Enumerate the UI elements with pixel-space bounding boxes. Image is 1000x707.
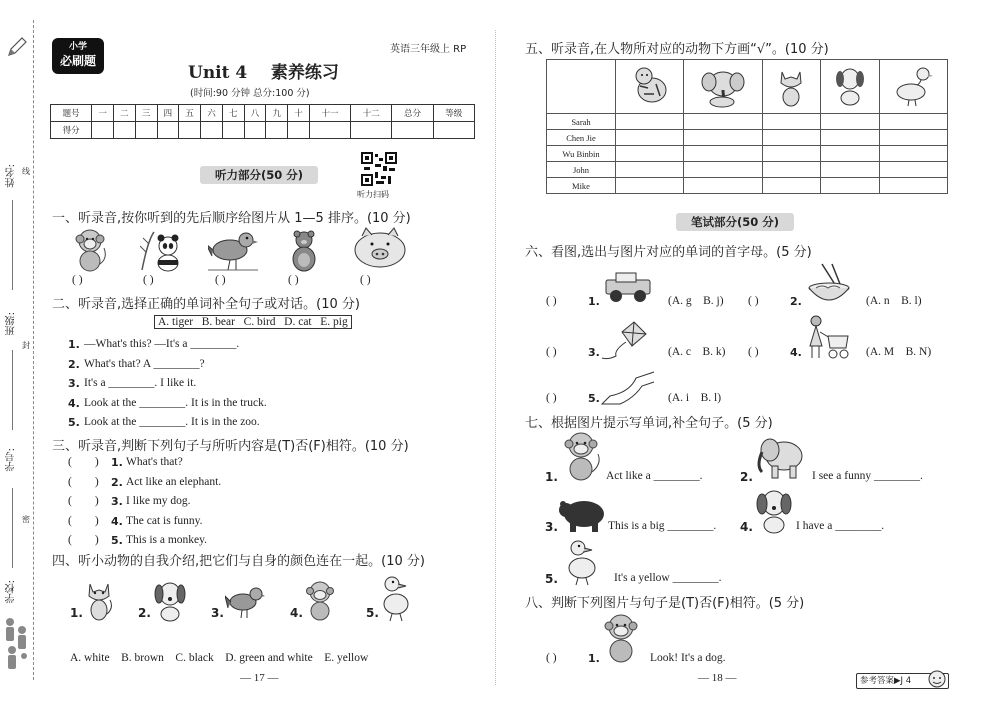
q7-sentence-3: This is a big ________. [608, 520, 717, 532]
q5-check-cell[interactable] [616, 146, 684, 162]
qr-code-icon [361, 152, 397, 186]
q3-answer-paren[interactable]: ( ) [68, 534, 99, 546]
school-field-label: 学校: [6, 580, 17, 604]
score-input-cell[interactable] [114, 122, 136, 139]
page-number-18: — 18 — [698, 672, 737, 684]
q3-item-number: 2. [111, 475, 123, 489]
panda-picture [140, 230, 182, 272]
q5-col-elephant [684, 60, 762, 114]
q3-answer-paren[interactable]: ( ) [68, 475, 99, 488]
q5-check-cell[interactable] [821, 178, 879, 194]
score-input-cell[interactable] [244, 122, 266, 139]
score-input-cell[interactable] [92, 122, 114, 139]
grade-label: 英语三年级上 RP [390, 44, 467, 55]
score-row-label: 得分 [51, 122, 92, 139]
binding-line [33, 20, 34, 680]
q5-check-cell[interactable] [762, 114, 820, 130]
score-table [50, 104, 475, 139]
answer-key-text: 参考答案▶J 4 [860, 676, 912, 686]
class-field-label: 班级: [6, 312, 17, 336]
q6-num-5: 5. [588, 392, 600, 405]
q4-color-options: A. white B. brown C. black D. green and white E. yellow [70, 652, 369, 664]
mother-with-stroller-picture [802, 314, 852, 360]
pig-picture [352, 226, 408, 272]
q2-item-sentence[interactable]: What's that? A ________? [84, 357, 205, 370]
q4-title: 四、听小动物的自我介绍,把它们与自身的颜色连在一起。(10 分) [52, 554, 425, 569]
q8-num-1: 1. [588, 652, 600, 665]
bear-picture [288, 230, 320, 272]
seal-line-char: 线 [22, 167, 30, 176]
answer-key-icon [928, 670, 946, 688]
score-input-cell[interactable] [351, 122, 392, 139]
q5-col-tiger [616, 60, 684, 114]
q5-person-name: John [547, 162, 616, 178]
pencil-icon [6, 36, 28, 58]
written-section-header: 笔试部分(50 分) [676, 213, 794, 231]
q5-check-cell[interactable] [821, 162, 879, 178]
score-header-cell: 四 [157, 105, 179, 122]
q6-options-5: (A. i B. l) [668, 392, 722, 404]
duck-picture [378, 574, 412, 622]
exam-time-info: (时间:90 分钟 总分:100 分) [190, 88, 310, 99]
q5-check-cell[interactable] [879, 130, 947, 146]
q6-num-4: 4. [790, 346, 802, 359]
q5-check-cell[interactable] [762, 162, 820, 178]
q7-num-2: 2. [740, 470, 753, 484]
duck-picture-table [893, 64, 933, 108]
q5-check-cell[interactable] [684, 130, 762, 146]
bird-picture-small [225, 584, 265, 620]
q5-check-cell[interactable] [879, 146, 947, 162]
bear-hint-picture [558, 496, 608, 534]
seal-char: 密 [22, 515, 30, 524]
q5-person-name: Mike [547, 178, 616, 194]
score-header-cell: 三 [135, 105, 157, 122]
q4-num-1: 1. [70, 606, 83, 620]
q1-answer-paren-3[interactable]: ( ) [215, 274, 226, 286]
q1-answer-paren-4[interactable]: ( ) [288, 274, 299, 286]
q5-check-cell[interactable] [879, 178, 947, 194]
noodles-bowl-picture [804, 262, 854, 308]
q7-sentence-4: I have a ________. [796, 520, 885, 532]
q5-header-blank [547, 60, 616, 114]
q8-sentence-1: Look! It's a dog. [650, 652, 726, 664]
page-number-17: — 17 — [240, 672, 279, 684]
q5-check-cell[interactable] [821, 146, 879, 162]
q5-check-cell[interactable] [616, 114, 684, 130]
q5-check-cell[interactable] [762, 146, 820, 162]
seal-char: 封 [22, 341, 30, 350]
q5-check-cell[interactable] [684, 162, 762, 178]
monkey-hint-picture [560, 430, 602, 482]
q5-check-cell[interactable] [821, 130, 879, 146]
q7-num-3: 3. [545, 520, 558, 534]
q6-options-1: (A. g B. j) [668, 295, 724, 307]
q8-title: 八、判断下列图片与句子是(T)否(F)相符。(5 分) [525, 596, 805, 611]
q6-num-3: 3. [588, 346, 600, 359]
class-field-line [12, 350, 13, 430]
q5-col-cat [762, 60, 820, 114]
score-input-cell[interactable] [309, 122, 350, 139]
q6-num-2: 2. [790, 295, 802, 308]
score-input-cell[interactable] [157, 122, 179, 139]
q2-item-number: 1. [68, 338, 80, 351]
q6-options-4: (A. M B. N) [866, 346, 932, 358]
q6-paren-5[interactable]: ( ) [546, 392, 557, 404]
logo-text-line2: 必刷题 [59, 54, 96, 68]
dog-hint-picture [754, 488, 794, 534]
q6-title: 六、看图,选出与图片对应的单词的首字母。(5 分) [525, 245, 812, 260]
q7-sentence-2: I see a funny ________. [812, 470, 923, 482]
score-header-cell: 九 [266, 105, 288, 122]
score-header-cell: 十 [288, 105, 310, 122]
q4-num-2: 2. [138, 606, 151, 620]
tiger-picture [630, 64, 670, 108]
monkey-judge-picture [600, 612, 642, 664]
q4-num-4: 4. [290, 606, 303, 620]
q5-title: 五、听录音,在人物所对应的动物下方画“√”。(10 分) [525, 42, 829, 57]
score-header-cell: 六 [201, 105, 223, 122]
q5-check-cell[interactable] [879, 162, 947, 178]
q2-item-sentence[interactable]: It's a ________. I like it. [84, 377, 197, 389]
q5-col-duck [879, 60, 947, 114]
q5-check-cell[interactable] [762, 178, 820, 194]
q5-check-cell[interactable] [684, 114, 762, 130]
q2-options-box: A. tiger B. bear C. bird D. cat E. pig [154, 315, 352, 329]
score-header-cell: 等级 [433, 105, 474, 122]
q7-sentence-5: It's a yellow ________. [614, 572, 722, 584]
q3-answer-paren[interactable]: ( ) [68, 456, 99, 468]
name-field-line [12, 200, 13, 290]
q5-check-cell[interactable] [684, 178, 762, 194]
student-id-label: 学号: [6, 448, 17, 472]
q6-paren-2[interactable]: ( ) [748, 295, 759, 307]
score-header-cell: 七 [222, 105, 244, 122]
duck-hint-picture [562, 538, 602, 586]
q3-answer-paren[interactable]: ( ) [68, 495, 99, 507]
q5-table-row [547, 162, 948, 178]
page-title: Unit 4 素养练习 [188, 63, 339, 83]
q1-answer-paren-2[interactable]: ( ) [143, 274, 154, 286]
score-header-cell: 二 [114, 105, 136, 122]
q5-check-cell[interactable] [684, 146, 762, 162]
q5-animal-table [546, 59, 948, 194]
q3-item-number: 1. [111, 456, 123, 469]
cat-picture [84, 580, 114, 622]
score-input-cell[interactable] [179, 122, 201, 139]
score-input-cell[interactable] [433, 122, 474, 139]
q3-item-number: 5. [111, 534, 123, 547]
q6-paren-4[interactable]: ( ) [748, 346, 759, 358]
q5-table-row [547, 178, 948, 194]
score-input-cell[interactable] [201, 122, 223, 139]
q5-check-cell[interactable] [616, 130, 684, 146]
q4-num-5: 5. [366, 606, 379, 620]
leg-picture [600, 368, 656, 408]
q1-title: 一、听录音,按你听到的先后顺序给图片从 1—5 排序。(10 分) [52, 211, 411, 226]
q5-check-cell[interactable] [879, 114, 947, 130]
name-field-label: 姓名: [6, 164, 17, 188]
kite-picture [600, 320, 650, 362]
q2-item-number: 3. [68, 377, 80, 390]
q2-item-sentence[interactable]: Look at the ________. It is in the truck. [84, 396, 267, 409]
children-silhouette-icon [2, 612, 32, 672]
logo-badge [52, 38, 104, 74]
q5-person-name: Wu Binbin [547, 146, 616, 162]
student-id-line [12, 488, 13, 568]
q3-item-sentence: I like my dog. [126, 495, 191, 507]
q3-item-sentence: Act like an elephant. [126, 475, 222, 488]
score-header-cell: 五 [179, 105, 201, 122]
q3-item-number: 3. [111, 495, 123, 508]
q5-table-row [547, 146, 948, 162]
cat-picture-table [774, 64, 808, 108]
score-input-cell[interactable] [392, 122, 433, 139]
score-input-cell[interactable] [288, 122, 310, 139]
q4-num-3: 3. [211, 606, 224, 620]
q2-item-number: 4. [68, 396, 80, 410]
q3-item-sentence: The cat is funny. [126, 514, 203, 527]
q8-paren-1[interactable]: ( ) [546, 652, 557, 664]
q5-table-row [547, 114, 948, 130]
q2-item-number: 2. [68, 357, 80, 371]
score-header-cell: 八 [244, 105, 266, 122]
score-input-cell[interactable] [222, 122, 244, 139]
dog-picture [152, 580, 188, 622]
q1-answer-paren-1[interactable]: ( ) [72, 274, 83, 286]
q5-table-row [547, 130, 948, 146]
q5-person-name: Chen Jie [547, 130, 616, 146]
logo-text-line1: 小学 [68, 42, 87, 52]
q5-check-cell[interactable] [616, 162, 684, 178]
q3-item-sentence: What's that? [126, 456, 183, 468]
left-margin [0, 0, 46, 707]
q6-num-1: 1. [588, 295, 600, 308]
q6-options-3: (A. c B. k) [668, 346, 726, 358]
score-header-cell: 总分 [392, 105, 433, 122]
q7-num-5: 5. [545, 572, 558, 586]
q5-person-name: Sarah [547, 114, 616, 130]
qr-caption: 听力扫码 [357, 190, 389, 199]
q5-check-cell[interactable] [762, 130, 820, 146]
q7-title: 七、根据图片提示写单词,补全句子。(5 分) [525, 416, 773, 431]
q3-title: 三、听录音,判断下列句子与所听内容是(T)否(F)相符。(10 分) [52, 439, 409, 454]
score-header-label: 题号 [51, 105, 92, 122]
q7-num-4: 4. [740, 520, 753, 534]
q3-item-number: 4. [111, 514, 123, 528]
elephant-hint-picture [754, 436, 806, 480]
monkey-picture-small [303, 580, 337, 622]
score-header-cell: 十二 [351, 105, 392, 122]
bird-picture [208, 228, 258, 272]
q6-paren-3[interactable]: ( ) [546, 346, 557, 358]
q2-item-sentence[interactable]: Look at the ________. It is in the zoo. [84, 416, 260, 428]
q2-title: 二、听录音,选择正确的单词补全句子或对话。(10 分) [52, 297, 360, 312]
monkey-picture [72, 228, 108, 272]
score-header-cell: 一 [92, 105, 114, 122]
score-input-cell[interactable] [135, 122, 157, 139]
page-divider [495, 30, 496, 685]
q3-item-sentence: This is a monkey. [126, 534, 208, 546]
score-header-cell: 十一 [309, 105, 350, 122]
q5-check-cell[interactable] [821, 114, 879, 130]
listening-section-header: 听力部分(50 分) [200, 166, 318, 184]
q2-item-number: 5. [68, 416, 80, 429]
q2-item-sentence[interactable]: —What's this? —It's a ________. [84, 338, 240, 350]
q5-check-cell[interactable] [616, 178, 684, 194]
jeep-picture [602, 270, 654, 304]
q5-col-dog [821, 60, 879, 114]
q7-num-1: 1. [545, 470, 558, 484]
dog-picture-table [833, 64, 867, 108]
q3-answer-paren[interactable]: ( ) [68, 514, 99, 527]
q7-sentence-1: Act like a ________. [606, 470, 703, 482]
score-input-cell[interactable] [266, 122, 288, 139]
q6-paren-1[interactable]: ( ) [546, 295, 557, 307]
q1-answer-paren-5[interactable]: ( ) [360, 274, 371, 286]
q6-options-2: (A. n B. l) [866, 295, 922, 307]
elephant-picture [700, 64, 746, 108]
